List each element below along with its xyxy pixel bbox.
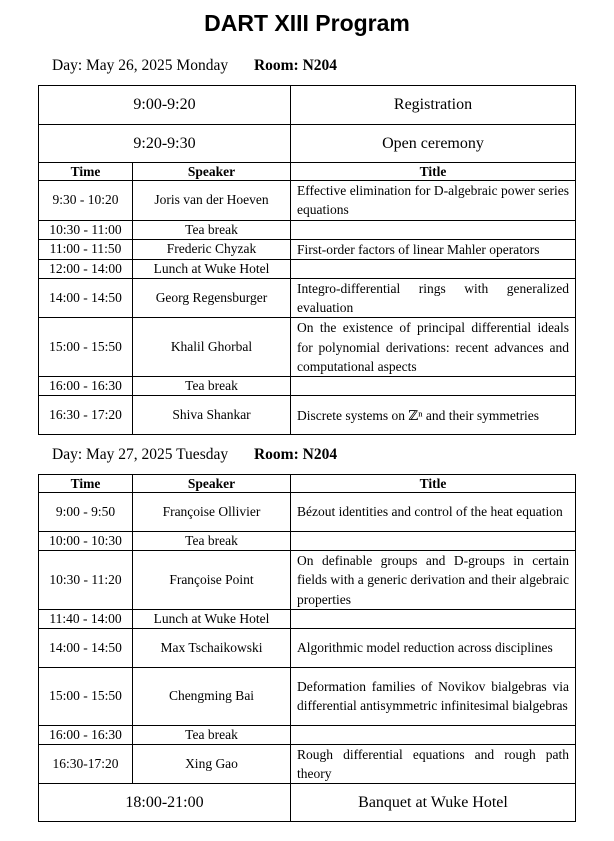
talk-title: Effective elimination for D-algebraic power series equations (291, 181, 576, 221)
column-header-title: Title (291, 475, 576, 493)
talk-time: 11:00 - 11:50 (39, 239, 133, 259)
day2-schedule-table (38, 474, 576, 822)
talk-speaker: Lunch at Wuke Hotel (133, 609, 291, 628)
registration-title: Registration (291, 86, 576, 125)
day2-room: Room: N204 (253, 446, 338, 463)
table-row (39, 377, 576, 396)
talk-time: 15:00 - 15:50 (39, 318, 133, 377)
talk-speaker: Joris van der Hoeven (133, 181, 291, 221)
column-header-row (39, 163, 576, 181)
registration-row (39, 86, 576, 125)
talk-title: On definable groups and D-groups in certain fields with a generic derivation and their algebraic properties (291, 551, 576, 610)
table-row (39, 259, 576, 278)
talk-speaker: Shiva Shankar (133, 396, 291, 435)
table-row (39, 493, 576, 532)
table-row (39, 220, 576, 239)
column-header-row (39, 475, 576, 493)
talk-speaker: Tea break (133, 220, 291, 239)
day1-schedule-table (38, 85, 576, 435)
talk-time: 10:00 - 10:30 (39, 532, 133, 551)
day2-date: Day: May 27, 2025 Tuesday (52, 446, 229, 463)
talk-speaker: Françoise Ollivier (133, 493, 291, 532)
talk-time: 10:30 - 11:00 (39, 220, 133, 239)
table-row (39, 278, 576, 318)
column-header-speaker: Speaker (133, 163, 291, 181)
opening-title: Open ceremony (291, 125, 576, 163)
talk-title (291, 259, 576, 278)
talk-title (291, 725, 576, 744)
table-row (39, 725, 576, 744)
talk-speaker: Max Tschaikowski (133, 628, 291, 667)
talk-title: Bézout identities and control of the heat equation (291, 493, 576, 532)
talk-title (291, 220, 576, 239)
banquet-time: 18:00-21:00 (39, 784, 291, 822)
opening-row (39, 125, 576, 163)
talk-title (291, 377, 576, 396)
talk-title: Algorithmic model reduction across disciplines (291, 628, 576, 667)
day1-date: Day: May 26, 2025 Monday (52, 57, 229, 74)
page-title: DART XIII Program (204, 10, 410, 36)
registration-time: 9:00-9:20 (39, 86, 291, 125)
talk-speaker: Françoise Point (133, 551, 291, 610)
talk-time: 12:00 - 14:00 (39, 259, 133, 278)
table-row (39, 551, 576, 610)
talk-title: Integro-differential rings with generalized evaluation (291, 278, 576, 318)
column-header-speaker: Speaker (133, 475, 291, 493)
table-row (39, 532, 576, 551)
column-header-time: Time (39, 475, 133, 493)
table-row (39, 667, 576, 725)
talk-speaker: Georg Regensburger (133, 278, 291, 318)
talk-time: 10:30 - 11:20 (39, 551, 133, 610)
talk-speaker: Chengming Bai (133, 667, 291, 725)
talk-time: 16:00 - 16:30 (39, 377, 133, 396)
talk-time: 11:40 - 14:00 (39, 609, 133, 628)
talk-title: Deformation families of Novikov bialgebras via differential antisymmetric infinitesimal bialgebras (291, 667, 576, 725)
talk-time: 16:00 - 16:30 (39, 725, 133, 744)
talk-time: 14:00 - 14:50 (39, 278, 133, 318)
talk-time: 16:30-17:20 (39, 744, 133, 784)
talk-title: Rough differential equations and rough path theory (291, 744, 576, 784)
table-row (39, 609, 576, 628)
talk-time: 15:00 - 15:50 (39, 667, 133, 725)
table-row (39, 181, 576, 221)
banquet-row (39, 784, 576, 822)
day2-header (52, 446, 337, 464)
talk-title (291, 532, 576, 551)
column-header-time: Time (39, 163, 133, 181)
day1-header (52, 57, 337, 75)
day1-room: Room: N204 (253, 57, 338, 74)
talk-title (291, 609, 576, 628)
table-row (39, 239, 576, 259)
talk-speaker: Tea break (133, 377, 291, 396)
table-row (39, 628, 576, 667)
talk-time: 9:30 - 10:20 (39, 181, 133, 221)
talk-time: 9:00 - 9:50 (39, 493, 133, 532)
talk-title: First-order factors of linear Mahler operators (291, 239, 576, 259)
column-header-title: Title (291, 163, 576, 181)
talk-time: 16:30 - 17:20 (39, 396, 133, 435)
talk-title: On the existence of principal differential ideals for polynomial derivations: recent advances and computational aspects (291, 318, 576, 377)
talk-speaker: Xing Gao (133, 744, 291, 784)
talk-speaker: Tea break (133, 725, 291, 744)
talk-speaker: Tea break (133, 532, 291, 551)
banquet-title: Banquet at Wuke Hotel (291, 784, 576, 822)
talk-speaker: Frederic Chyzak (133, 239, 291, 259)
table-row (39, 744, 576, 784)
talk-speaker: Lunch at Wuke Hotel (133, 259, 291, 278)
talk-speaker: Khalil Ghorbal (133, 318, 291, 377)
talk-title: Discrete systems on ℤⁿ and their symmetries (291, 396, 576, 435)
table-row (39, 396, 576, 435)
talk-time: 14:00 - 14:50 (39, 628, 133, 667)
opening-time: 9:20-9:30 (39, 125, 291, 163)
table-row (39, 318, 576, 377)
